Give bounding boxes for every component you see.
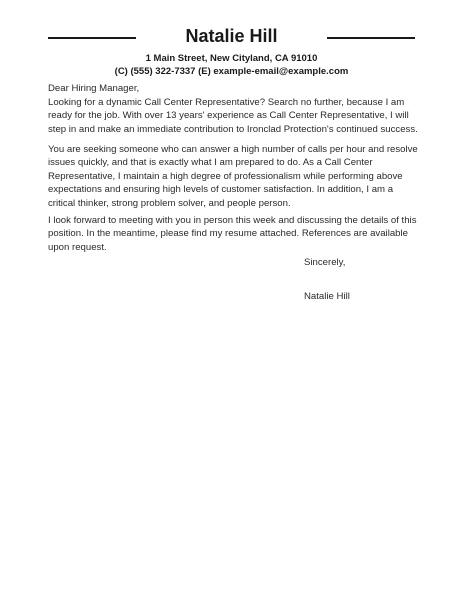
address-line: 1 Main Street, New Cityland, CA 91010 bbox=[145, 53, 318, 64]
header-rule-right bbox=[327, 37, 415, 39]
salutation: Dear Hiring Manager, bbox=[48, 83, 140, 94]
paragraph-line: step in and make an immediate contribution to Ironclad Protection's continued success. bbox=[48, 123, 418, 135]
closing: Sincerely, bbox=[304, 257, 346, 268]
paragraph-line: position. In the meantime, please find my resume attached. References are available bbox=[48, 228, 408, 240]
paragraph-line: ready for the job. With over 13 years' experience as Call Center Representative, I will bbox=[48, 110, 409, 122]
paragraph-line: Representative, I maintain a high degree of professionalism while performing above bbox=[48, 170, 403, 182]
paragraph-line: upon request. bbox=[48, 241, 107, 253]
letter-header bbox=[48, 24, 415, 48]
paragraph-line: I look forward to meeting with you in person this week and discussing the details of this bbox=[48, 215, 417, 226]
paragraph-line: critical thinker, strong problem solver, and people person. bbox=[48, 197, 291, 209]
paragraph-line: expectations and ensuring high levels of customer satisfaction. In addition, I am a bbox=[48, 184, 394, 196]
body-paragraph-2 bbox=[48, 143, 423, 210]
applicant-name: Natalie Hill bbox=[185, 26, 278, 46]
signature-name: Natalie Hill bbox=[304, 291, 350, 302]
body-paragraph-1 bbox=[48, 96, 423, 136]
paragraph-line: issues quickly, and that is exactly what I am prepared to do. As a Call Center bbox=[48, 157, 373, 169]
contact-line: (C) (555) 322-7337 (E) example-email@example.com bbox=[114, 66, 349, 77]
body-paragraph-3 bbox=[48, 214, 423, 254]
paragraph-line: Looking for a dynamic Call Center Representative? Search no further, because I am bbox=[48, 97, 405, 108]
paragraph-line: You are seeking someone who can answer a high number of calls per hour and resolve bbox=[48, 144, 418, 155]
